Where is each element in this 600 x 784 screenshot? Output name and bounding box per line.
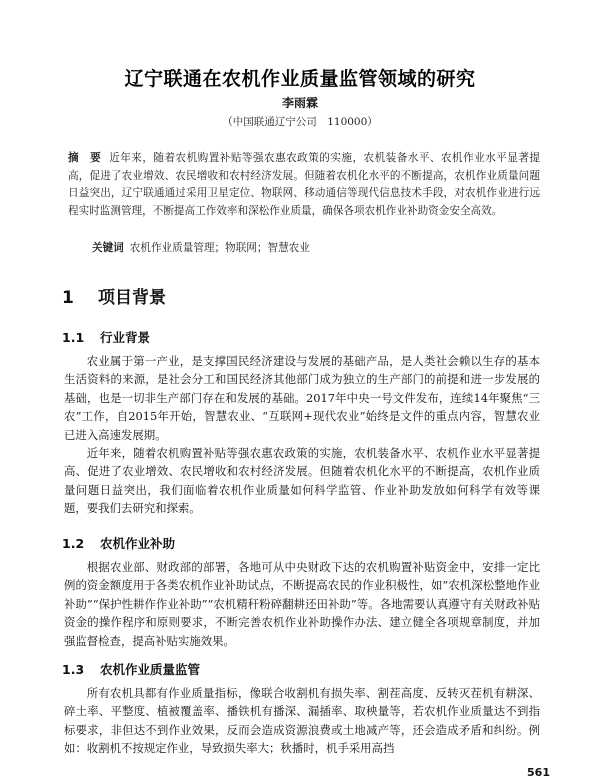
section-1-heading [62,283,166,308]
abstract-label: 摘 要 [68,152,102,164]
subsection-1-2-number: 1.2 [62,536,85,551]
abstract-text: 近年来，随着农机购置补贴等强农惠农政策的实施，农机装备水平、农机作业水平显著提高，促进了农业增效、农民增收和农村经济发展。但随着农机化水平的不断提高，农机作业质量问题日益突出，辽宁联通通过采用卫星定位、物联网、移动通信等现代信息技术手段，对农机作业进行远程实时监测管理，不断提高工作效率和深松作业质量，确保各项农机作业补助资金安全高效。 [68,152,541,217]
subsection-1-2-title: 农机作业补助 [100,536,176,551]
author-name: 李雨霖 [281,96,318,110]
keywords-text: 农机作业质量管理；物联网；智慧农业 [129,242,310,254]
author-affiliation: （中国联通辽宁公司 110000） [222,116,378,128]
abstract [68,150,540,220]
keywords-label: 关键词 [92,242,124,254]
subsection-1-3-number: 1.3 [62,662,85,677]
section-1-title: 项目背景 [98,288,166,308]
subsection-1-1-title: 行业背景 [100,330,151,345]
paper-title: 辽宁联通在农机作业质量监管领域的研究 [124,68,476,90]
paragraph-recent-years: 近年来，随着农机购置补贴等强农惠农政策的实施，农机装备水平、农机作业水平显著提高、促进了农业增效、农民增收和农村经济发展。但随着农机化水平的不断提高，农机作业质量问题日益突出，我们面临着农机作业质量如何科学监管、作业补助发放如何科学有效等课题，要我们去研究和探索。 [64,446,540,516]
page-number: 561 [527,766,550,779]
paragraph-subsidy: 根据农业部、财政部的部署，各地可从中央财政下达的农机购置补贴资金中，安排一定比例的资金额度用于各类农机作业补助试点，不断提高农民的作业积极性，如“农机深松整地作业补助”“保护性耕作作业补助”“农机精秆粉碎翻耕还田补助”等。各地需要认真遵守有关财政补贴资金的操作程序和原则要求，不断完善农机作业补助操作办法、建立健全各项规章制度，并加强监督检查，提高补贴实施效果。 [64,560,540,648]
paragraph-industry-background: 农业属于第一产业，是支撑国民经济建设与发展的基础产品，是人类社会赖以生存的基本生活资料的来源，是社会分工和国民经济其他部门成为独立的生产部门的前提和进一步发展的基础，也是一切非生产部门存在和发展的基础。2017年中央一号文件发布，连续14年聚焦“三农”工作，自2015年开始，智慧农业、“互联网+现代农业”始终是文件的重点内容，智慧农业已进入高速发展期。 [64,354,540,442]
paragraph-quality-supervision: 所有农机具都有作业质量指标，像联合收割机有损失率、割茬高度、反转灭茬机有耕深、碎土率、平整度、植被覆盖率、播铁机有播深、漏插率、取秧量等，若农机作业质量达不到指标要求，非但达不到作业效果，反而会造成资源浪费或土地减产等，还会造成矛盾和纠纷。例如：收割机不按规定作业，导致损失率大；秋播时，机手采用高挡 [64,686,540,756]
subsection-1-2-heading [62,534,175,552]
section-1-number: 1 [62,288,74,308]
subsection-1-3-title: 农机作业质量监管 [100,662,201,677]
subsection-1-3-heading [62,660,200,678]
subsection-1-1-heading [62,328,150,346]
keywords [92,240,540,255]
subsection-1-1-number: 1.1 [62,330,85,345]
